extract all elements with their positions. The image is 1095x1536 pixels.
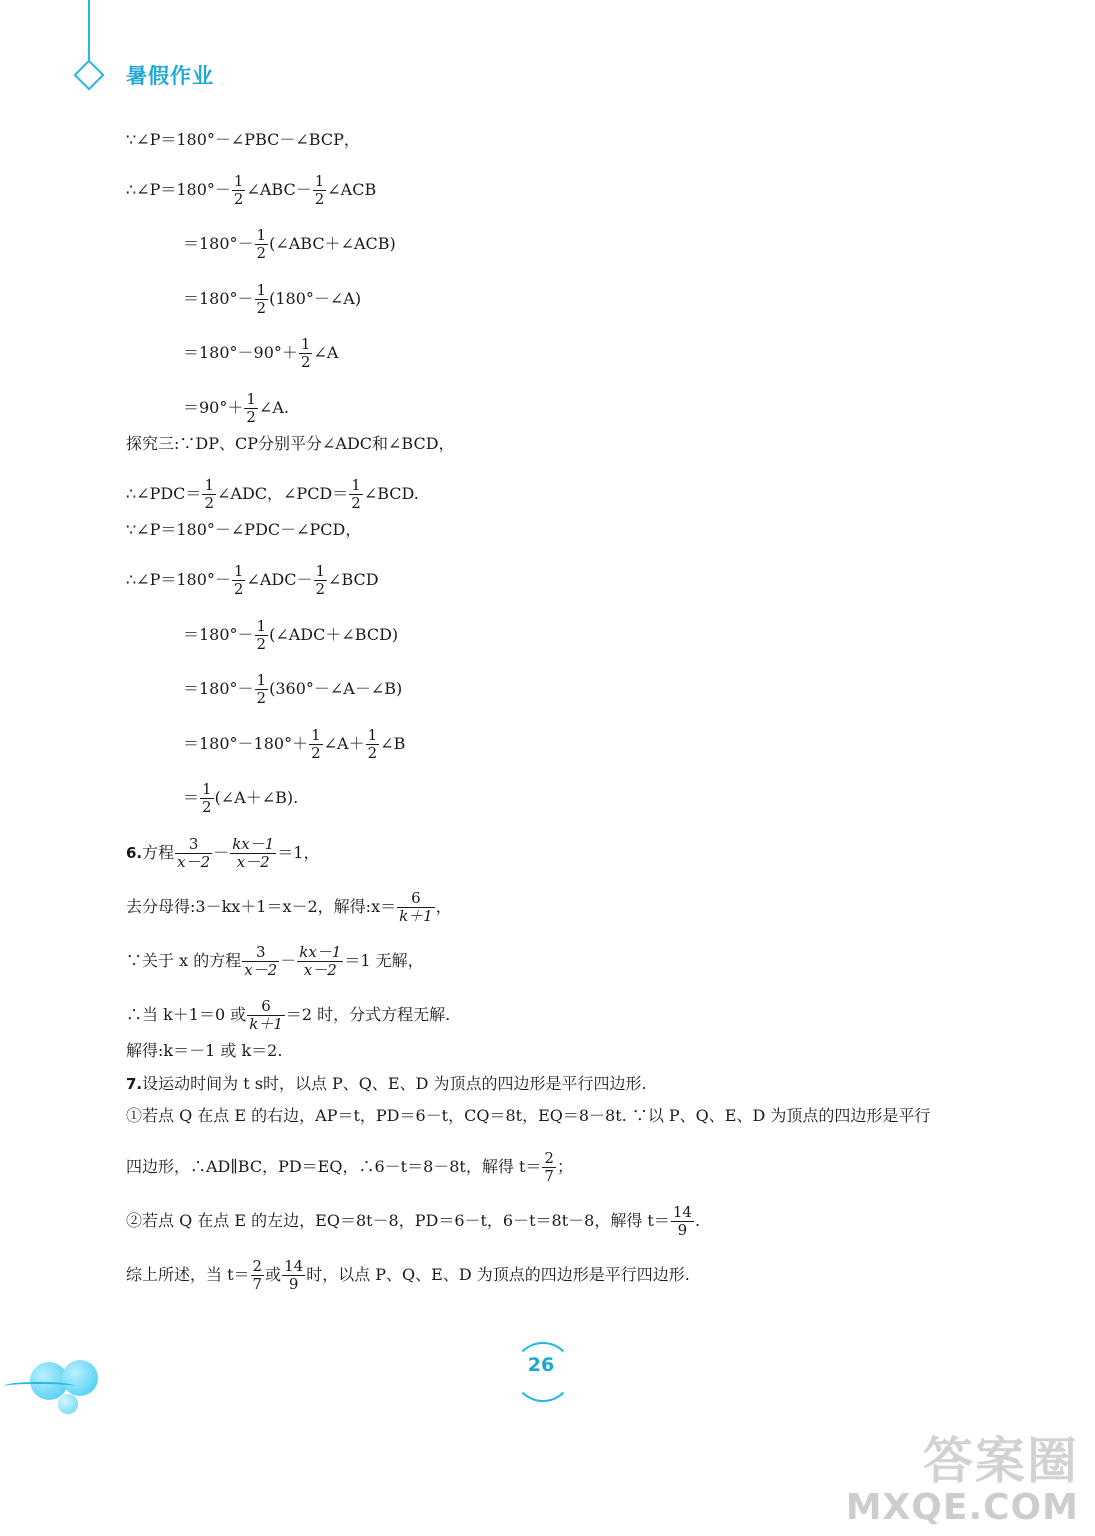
line-21: ①若点 Q 在点 E 的右边，AP＝t，PD＝6－t，CQ＝8t，EQ＝8－8t. ∵以 P、Q、E、D 为顶点的四边形是平行 [126,1106,931,1125]
fraction: $\frac{1}{2}$ [314,172,325,208]
fraction: $\frac{1}{2}$ [256,226,267,262]
fraction: $\frac{14}{9}$ [284,1257,304,1293]
line-13: ＝180°－180°＋ $\frac{1}{2}$ ∠A＋ $\frac{1}{2}$ ∠B [183,726,406,762]
fraction: $\frac{1}{2}$ [256,671,267,707]
fraction: $\frac{kx-1}{x-2}$ [299,943,342,979]
fraction: $\frac{1}{2}$ [202,780,212,816]
line-6: ＝90°＋ $\frac{1}{2}$ ∠A. [183,390,289,426]
fraction: $\frac{1}{2}$ [315,562,326,598]
fraction: $\frac{2}{7}$ [544,1149,554,1185]
line-11: ＝180°－ $\frac{1}{2}$ (∠ADC＋∠BCD) [183,617,399,653]
fraction: $\frac{1}{2}$ [233,562,244,598]
line-24: 综上所述，当 t＝ $\frac{2}{7}$ 或 $\frac{14}{9}$ 时，以点 P、Q、E、D 为顶点的四边形是平行四边形. [126,1257,690,1293]
watermark-logo [846,1421,1079,1528]
line-8: ∴∠PDC＝ $\frac{1}{2}$ ∠ADC，∠PCD＝ $\frac{1}{2}$ ∠BCD. [126,476,419,512]
fraction: $\frac{6}{k+1}$ [249,997,283,1033]
line-17: ∵关于 x 的方程 $\frac{3}{x-2}$ － $\frac{kx-1}{x-2}$ ＝1 无解， [126,943,424,979]
fraction: $\frac{14}{9}$ [672,1203,692,1239]
line-12: ＝180°－ $\frac{1}{2}$ (360°－∠A－∠B) [183,671,403,707]
decor-bubble-icon [58,1394,78,1414]
line-5: ＝180°－90°＋ $\frac{1}{2}$ ∠A [183,335,339,371]
line-4: ＝180°－ $\frac{1}{2}$ (180°－∠A) [183,281,362,317]
line-16: 去分母得:3－kx＋1＝x－2，解得:x＝ $\frac{6}{k+1}$ ， [126,889,452,925]
page-number: 26 [527,1354,555,1376]
fraction: $\frac{1}{2}$ [311,726,321,762]
line-2: ∴∠P＝180°－ $\frac{1}{2}$ ∠ABC－ $\frac{1}{2}$ ∠ACB [126,172,377,208]
fraction: $\frac{1}{2}$ [367,726,378,762]
line-3: ＝180°－ $\frac{1}{2}$ (∠ABC＋∠ACB) [183,226,396,262]
line-22: 四边形，∴AD∥BC，PD＝EQ，∴6－t＝8－8t，解得 t＝ $\frac{2}{7}$ ； [126,1149,573,1185]
fraction: $\frac{1}{2}$ [300,335,311,371]
line-23: ②若点 Q 在点 E 的左边，EQ＝8t－8，PD＝6－t，6－t＝8t－8，解得 t＝ $\frac{14}{9}$ . [126,1203,701,1239]
watermark-text-en: MXQE.COM [845,1487,1079,1528]
fraction: $\frac{1}{2}$ [351,476,361,512]
line-10: ∴∠P＝180°－ $\frac{1}{2}$ ∠ADC－ $\frac{1}{2}$ ∠BCD [126,562,379,598]
line-18: ∴当 k＋1＝0 或 $\frac{6}{k+1}$ ＝2 时，分式方程无解. [126,997,451,1033]
decor-swoosh [4,1382,74,1390]
watermark-text-cn: 答案圈 [923,1432,1079,1490]
fraction: $\frac{1}{2}$ [246,390,256,426]
fraction: $\frac{3}{x-2}$ [177,835,211,871]
decor-bubble-icon [62,1360,98,1396]
line-19: 解得:k＝－1 或 k＝2. [126,1041,283,1060]
fraction: $\frac{1}{2}$ [256,617,267,653]
fraction: $\frac{1}{2}$ [233,172,244,208]
line-15: 6.方程 $\frac{3}{x-2}$ － $\frac{kx-1}{x-2}$ ＝1， [126,835,320,871]
fraction: $\frac{1}{2}$ [256,281,267,317]
fraction: $\frac{1}{2}$ [204,476,214,512]
fraction: $\frac{6}{k+1}$ [399,889,433,925]
line-1: ∵∠P＝180°－∠PBC－∠BCP， [126,130,360,149]
page-number-badge [505,1340,577,1400]
line-7: 探究三:∵DP、CP分别平分∠ADC和∠BCD， [126,434,455,453]
line-14: ＝ $\frac{1}{2}$ (∠A＋∠B). [183,780,299,816]
fraction: $\frac{2}{7}$ [252,1257,263,1293]
fraction: $\frac{3}{x-2}$ [244,943,278,979]
line-20: 7.设运动时间为 t s时，以点 P、Q、E、D 为顶点的四边形是平行四边形. [126,1074,647,1093]
line-9: ∵∠P＝180°－∠PDC－∠PCD， [126,520,362,539]
header-title: 暑假作业 [126,64,214,88]
fraction: $\frac{kx-1}{x-2}$ [232,835,275,871]
